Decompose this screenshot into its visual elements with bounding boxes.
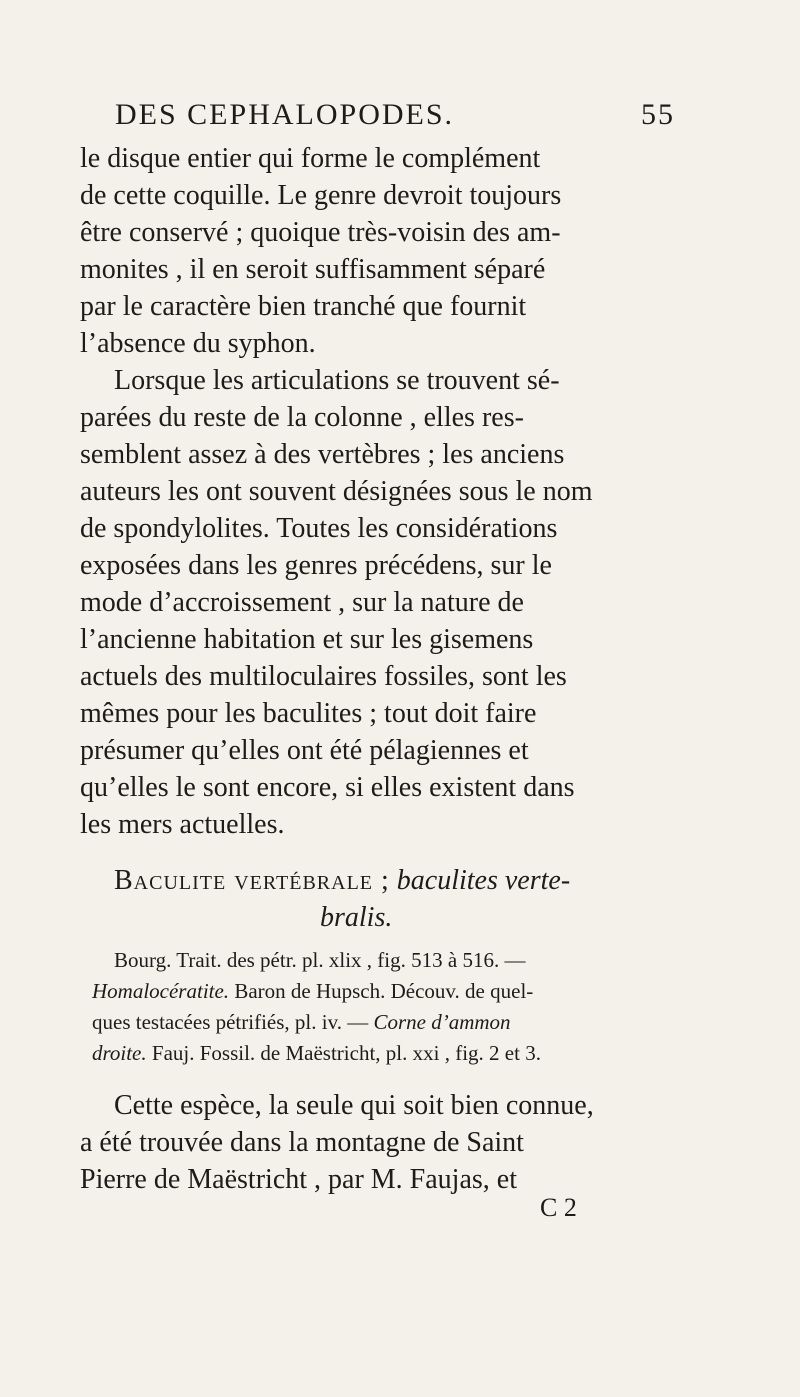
text-line: les mers actuelles. (80, 809, 285, 840)
text-line: le disque entier qui forme le complément (80, 143, 541, 174)
species-latin-name: baculites verte- (396, 865, 571, 896)
running-title: DES CEPHALOPODES. (115, 98, 455, 131)
running-header (115, 98, 675, 132)
text-line: présumer qu’elles ont été pélagiennes et (80, 735, 529, 766)
text-line: semblent assez à des vertèbres ; les anciens (80, 439, 565, 470)
text-line: mêmes pour les baculites ; tout doit faire (80, 698, 537, 729)
page-number: 55 (641, 98, 675, 131)
text-line: par le caractère bien tranché que fournit (80, 291, 527, 322)
text-line: Cette espèce, la seule qui soit bien connue, (114, 1090, 594, 1121)
species-latin-name-cont: bralis. (320, 902, 393, 933)
text-line: être conservé ; quoique très-voisin des am- (80, 217, 561, 248)
text-line: actuels des multiloculaires fossiles, sont les (80, 661, 567, 692)
text-line: a été trouvée dans la montagne de Saint (80, 1127, 524, 1158)
text-line: de spondylolites. Toutes les considérations (80, 513, 558, 544)
synonymy-line: ques testacées pétrifiés, pl. iv. — Corne d’ammon (92, 1010, 511, 1034)
text-line: Lorsque les articulations se trouvent sé- (114, 365, 560, 396)
synonymy-line: droite. Fauj. Fossil. de Maëstricht, pl. xxi , fig. 2 et 3. (92, 1041, 541, 1065)
synonymy-line: Homalocératite. Baron de Hupsch. Découv. de quel- (92, 979, 534, 1003)
text-line: l’ancienne habitation et sur les gisemens (80, 624, 534, 655)
text-line: l’absence du syphon. (80, 328, 316, 359)
species-common-name: Baculite vertébrale ; (114, 865, 390, 896)
text-line: mode d’accroissement , sur la nature de (80, 587, 524, 618)
text-line: auteurs les ont souvent désignées sous le nom (80, 476, 593, 507)
text-line: exposées dans les genres précédens, sur le (80, 550, 552, 581)
text-line: Pierre de Maëstricht , par M. Faujas, et (80, 1164, 517, 1195)
text-line: qu’elles le sont encore, si elles existent dans (80, 772, 575, 803)
text-line: monites , il en seroit suffisamment séparé (80, 254, 546, 285)
text-line: de cette coquille. Le genre devroit toujours (80, 180, 562, 211)
text-line: parées du reste de la colonne , elles res- (80, 402, 524, 433)
synonymy-line: Bourg. Trait. des pétr. pl. xlix , fig. 513 à 516. — (114, 948, 526, 972)
species-heading (114, 862, 570, 899)
signature-mark: C 2 (540, 1193, 577, 1222)
